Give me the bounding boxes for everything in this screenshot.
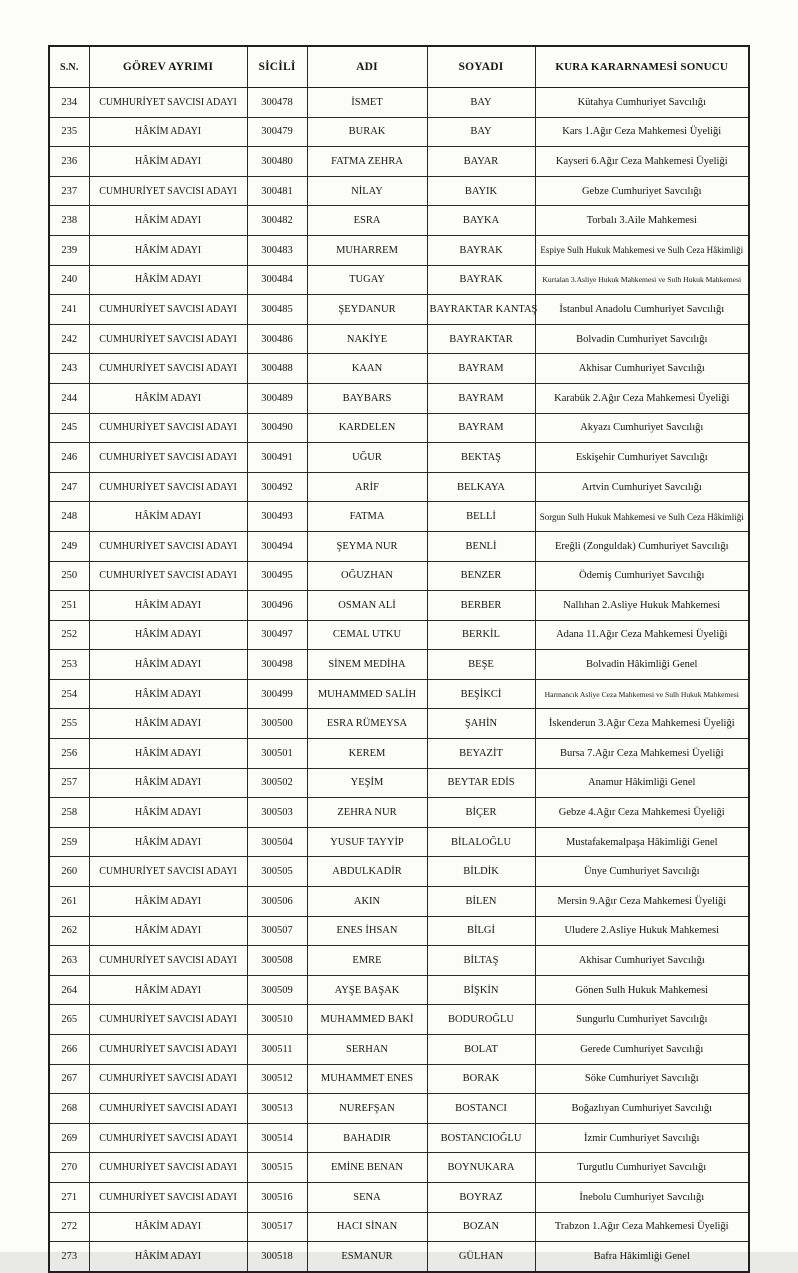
cell-adi: ARİF xyxy=(307,472,427,502)
cell-adi: SENA xyxy=(307,1182,427,1212)
table-row xyxy=(49,887,749,917)
table-row xyxy=(49,975,749,1005)
cell-kura-sonucu: Gebze 4.Ağır Ceza Mahkemesi Üyeliği xyxy=(535,798,749,828)
table-row xyxy=(49,1035,749,1065)
cell-sicil: 300512 xyxy=(247,1064,307,1094)
cell-gorev-ayrimi: HÂKİM ADAYI xyxy=(89,620,247,650)
cell-gorev-ayrimi: CUMHURİYET SAVCISI ADAYI xyxy=(89,946,247,976)
cell-sicil: 300483 xyxy=(247,235,307,265)
cell-sicil: 300513 xyxy=(247,1094,307,1124)
cell-gorev-ayrimi: CUMHURİYET SAVCISI ADAYI xyxy=(89,443,247,473)
cell-soyadi: BAYAR xyxy=(427,147,535,177)
cell-soyadi: BEKTAŞ xyxy=(427,443,535,473)
cell-sicil: 300514 xyxy=(247,1123,307,1153)
cell-adi: ŞEYDANUR xyxy=(307,295,427,325)
table-row xyxy=(49,413,749,443)
cell-adi: SİNEM MEDİHA xyxy=(307,650,427,680)
cell-kura-sonucu: İskenderun 3.Ağır Ceza Mahkemesi Üyeliği xyxy=(535,709,749,739)
cell-sn: 258 xyxy=(49,798,89,828)
cell-sn: 270 xyxy=(49,1153,89,1183)
table-row xyxy=(49,1064,749,1094)
cell-sn: 265 xyxy=(49,1005,89,1035)
cell-kura-sonucu: Harmancık Asliye Ceza Mahkemesi ve Sulh Hukuk Mahkemesi xyxy=(535,679,749,709)
table-row xyxy=(49,206,749,236)
table-row xyxy=(49,561,749,591)
cell-gorev-ayrimi: HÂKİM ADAYI xyxy=(89,235,247,265)
cell-sn: 246 xyxy=(49,443,89,473)
cell-kura-sonucu: Artvin Cumhuriyet Savcılığı xyxy=(535,472,749,502)
cell-gorev-ayrimi: HÂKİM ADAYI xyxy=(89,502,247,532)
cell-kura-sonucu: İnebolu Cumhuriyet Savcılığı xyxy=(535,1182,749,1212)
table-row xyxy=(49,147,749,177)
cell-sicil: 300508 xyxy=(247,946,307,976)
table-row xyxy=(49,383,749,413)
cell-adi: NUREFŞAN xyxy=(307,1094,427,1124)
cell-kura-sonucu: Boğazlıyan Cumhuriyet Savcılığı xyxy=(535,1094,749,1124)
cell-gorev-ayrimi: CUMHURİYET SAVCISI ADAYI xyxy=(89,354,247,384)
cell-kura-sonucu: Ödemiş Cumhuriyet Savcılığı xyxy=(535,561,749,591)
cell-adi: MUHARREM xyxy=(307,235,427,265)
cell-adi: YEŞİM xyxy=(307,768,427,798)
cell-gorev-ayrimi: CUMHURİYET SAVCISI ADAYI xyxy=(89,472,247,502)
table-row xyxy=(49,1153,749,1183)
cell-adi: OSMAN ALİ xyxy=(307,591,427,621)
cell-kura-sonucu: Kars 1.Ağır Ceza Mahkemesi Üyeliği xyxy=(535,117,749,147)
cell-gorev-ayrimi: HÂKİM ADAYI xyxy=(89,679,247,709)
cell-kura-sonucu: Gebze Cumhuriyet Savcılığı xyxy=(535,176,749,206)
column-header-sicil: SİCİLİ xyxy=(247,46,307,88)
cell-gorev-ayrimi: HÂKİM ADAYI xyxy=(89,1212,247,1242)
cell-gorev-ayrimi: CUMHURİYET SAVCISI ADAYI xyxy=(89,857,247,887)
cell-kura-sonucu: Kayseri 6.Ağır Ceza Mahkemesi Üyeliği xyxy=(535,147,749,177)
cell-soyadi: BODUROĞLU xyxy=(427,1005,535,1035)
cell-sn: 263 xyxy=(49,946,89,976)
cell-gorev-ayrimi: CUMHURİYET SAVCISI ADAYI xyxy=(89,531,247,561)
cell-sn: 250 xyxy=(49,561,89,591)
cell-sn: 237 xyxy=(49,176,89,206)
cell-sn: 260 xyxy=(49,857,89,887)
cell-kura-sonucu: Sungurlu Cumhuriyet Savcılığı xyxy=(535,1005,749,1035)
cell-soyadi: BERBER xyxy=(427,591,535,621)
cell-soyadi: BAYRAK xyxy=(427,235,535,265)
cell-adi: İSMET xyxy=(307,88,427,118)
cell-adi: KEREM xyxy=(307,739,427,769)
cell-sn: 266 xyxy=(49,1035,89,1065)
cell-gorev-ayrimi: HÂKİM ADAYI xyxy=(89,709,247,739)
cell-sicil: 300495 xyxy=(247,561,307,591)
cell-sicil: 300479 xyxy=(247,117,307,147)
column-header-adi: ADI xyxy=(307,46,427,88)
cell-gorev-ayrimi: CUMHURİYET SAVCISI ADAYI xyxy=(89,1005,247,1035)
cell-soyadi: BAYKA xyxy=(427,206,535,236)
cell-sn: 248 xyxy=(49,502,89,532)
cell-sicil: 300482 xyxy=(247,206,307,236)
cell-sicil: 300516 xyxy=(247,1182,307,1212)
cell-sn: 239 xyxy=(49,235,89,265)
cell-kura-sonucu: Ünye Cumhuriyet Savcılığı xyxy=(535,857,749,887)
cell-gorev-ayrimi: HÂKİM ADAYI xyxy=(89,206,247,236)
cell-soyadi: BAYIK xyxy=(427,176,535,206)
cell-adi: ŞEYMA NUR xyxy=(307,531,427,561)
cell-sn: 244 xyxy=(49,383,89,413)
cell-kura-sonucu: Bolvadin Hâkimliği Genel xyxy=(535,650,749,680)
cell-soyadi: BENZER xyxy=(427,561,535,591)
cell-gorev-ayrimi: CUMHURİYET SAVCISI ADAYI xyxy=(89,413,247,443)
table-body xyxy=(49,88,749,1272)
cell-kura-sonucu: İstanbul Anadolu Cumhuriyet Savcılığı xyxy=(535,295,749,325)
cell-adi: ABDULKADİR xyxy=(307,857,427,887)
table-row xyxy=(49,235,749,265)
cell-kura-sonucu: Trabzon 1.Ağır Ceza Mahkemesi Üyeliği xyxy=(535,1212,749,1242)
cell-sn: 269 xyxy=(49,1123,89,1153)
cell-soyadi: BEYAZİT xyxy=(427,739,535,769)
cell-adi: EMRE xyxy=(307,946,427,976)
cell-sn: 272 xyxy=(49,1212,89,1242)
cell-gorev-ayrimi: CUMHURİYET SAVCISI ADAYI xyxy=(89,176,247,206)
cell-kura-sonucu: Akhisar Cumhuriyet Savcılığı xyxy=(535,946,749,976)
cell-soyadi: BAYRAKTAR KANTAŞ xyxy=(427,295,535,325)
cell-gorev-ayrimi: CUMHURİYET SAVCISI ADAYI xyxy=(89,1094,247,1124)
cell-soyadi: BİLALOĞLU xyxy=(427,827,535,857)
cell-sicil: 300496 xyxy=(247,591,307,621)
cell-gorev-ayrimi: HÂKİM ADAYI xyxy=(89,147,247,177)
table-row xyxy=(49,1005,749,1035)
table-row xyxy=(49,176,749,206)
cell-gorev-ayrimi: CUMHURİYET SAVCISI ADAYI xyxy=(89,1153,247,1183)
cell-soyadi: BAY xyxy=(427,88,535,118)
cell-soyadi: BELLİ xyxy=(427,502,535,532)
table-row xyxy=(49,798,749,828)
cell-sn: 243 xyxy=(49,354,89,384)
cell-adi: UĞUR xyxy=(307,443,427,473)
cell-gorev-ayrimi: CUMHURİYET SAVCISI ADAYI xyxy=(89,1035,247,1065)
cell-kura-sonucu: Mustafakemalpaşa Hâkimliği Genel xyxy=(535,827,749,857)
cell-sn: 254 xyxy=(49,679,89,709)
cell-sicil: 300510 xyxy=(247,1005,307,1035)
column-header-gorev: GÖREV AYRIMI xyxy=(89,46,247,88)
cell-soyadi: BEŞE xyxy=(427,650,535,680)
cell-gorev-ayrimi: CUMHURİYET SAVCISI ADAYI xyxy=(89,88,247,118)
cell-gorev-ayrimi: CUMHURİYET SAVCISI ADAYI xyxy=(89,324,247,354)
cell-soyadi: BENLİ xyxy=(427,531,535,561)
cell-adi: MUHAMMET ENES xyxy=(307,1064,427,1094)
cell-sn: 253 xyxy=(49,650,89,680)
cell-sicil: 300490 xyxy=(247,413,307,443)
table-row xyxy=(49,88,749,118)
cell-kura-sonucu: Ereğli (Zonguldak) Cumhuriyet Savcılığı xyxy=(535,531,749,561)
cell-sicil: 300492 xyxy=(247,472,307,502)
cell-sicil: 300484 xyxy=(247,265,307,295)
cell-soyadi: BAY xyxy=(427,117,535,147)
cell-adi: ESMANUR xyxy=(307,1242,427,1272)
cell-gorev-ayrimi: HÂKİM ADAYI xyxy=(89,117,247,147)
cell-sn: 256 xyxy=(49,739,89,769)
cell-sn: 262 xyxy=(49,916,89,946)
cell-sicil: 300481 xyxy=(247,176,307,206)
cell-sn: 242 xyxy=(49,324,89,354)
cell-gorev-ayrimi: HÂKİM ADAYI xyxy=(89,650,247,680)
cell-adi: MUHAMMED SALİH xyxy=(307,679,427,709)
cell-sn: 252 xyxy=(49,620,89,650)
cell-sicil: 300486 xyxy=(247,324,307,354)
cell-soyadi: BOSTANCIOĞLU xyxy=(427,1123,535,1153)
table-row xyxy=(49,1212,749,1242)
cell-adi: CEMAL UTKU xyxy=(307,620,427,650)
cell-adi: AKIN xyxy=(307,887,427,917)
table-row xyxy=(49,443,749,473)
table-row xyxy=(49,472,749,502)
cell-kura-sonucu: Gerede Cumhuriyet Savcılığı xyxy=(535,1035,749,1065)
cell-adi: ESRA xyxy=(307,206,427,236)
cell-sicil: 300494 xyxy=(247,531,307,561)
cell-sn: 249 xyxy=(49,531,89,561)
cell-sicil: 300503 xyxy=(247,798,307,828)
table-row xyxy=(49,1242,749,1272)
cell-kura-sonucu: Karabük 2.Ağır Ceza Mahkemesi Üyeliği xyxy=(535,383,749,413)
table-row xyxy=(49,324,749,354)
cell-adi: ENES İHSAN xyxy=(307,916,427,946)
cell-sicil: 300500 xyxy=(247,709,307,739)
cell-adi: AYŞE BAŞAK xyxy=(307,975,427,1005)
cell-sicil: 300488 xyxy=(247,354,307,384)
table-row xyxy=(49,502,749,532)
cell-adi: NAKİYE xyxy=(307,324,427,354)
cell-sn: 234 xyxy=(49,88,89,118)
cell-soyadi: BİLTAŞ xyxy=(427,946,535,976)
table-row xyxy=(49,709,749,739)
cell-kura-sonucu: Nallıhan 2.Asliye Hukuk Mahkemesi xyxy=(535,591,749,621)
cell-soyadi: GÜLHAN xyxy=(427,1242,535,1272)
cell-gorev-ayrimi: CUMHURİYET SAVCISI ADAYI xyxy=(89,1182,247,1212)
cell-adi: EMİNE BENAN xyxy=(307,1153,427,1183)
cell-adi: BAHADIR xyxy=(307,1123,427,1153)
cell-kura-sonucu: Bursa 7.Ağır Ceza Mahkemesi Üyeliği xyxy=(535,739,749,769)
cell-soyadi: BİLDİK xyxy=(427,857,535,887)
cell-soyadi: BİLGİ xyxy=(427,916,535,946)
cell-kura-sonucu: Akyazı Cumhuriyet Savcılığı xyxy=(535,413,749,443)
cell-gorev-ayrimi: HÂKİM ADAYI xyxy=(89,827,247,857)
cell-adi: TUGAY xyxy=(307,265,427,295)
cell-gorev-ayrimi: HÂKİM ADAYI xyxy=(89,591,247,621)
cell-sicil: 300504 xyxy=(247,827,307,857)
cell-adi: OĞUZHAN xyxy=(307,561,427,591)
cell-sicil: 300480 xyxy=(247,147,307,177)
cell-adi: BAYBARS xyxy=(307,383,427,413)
cell-gorev-ayrimi: CUMHURİYET SAVCISI ADAYI xyxy=(89,295,247,325)
table-row xyxy=(49,620,749,650)
cell-adi: HACI SİNAN xyxy=(307,1212,427,1242)
cell-sicil: 300499 xyxy=(247,679,307,709)
cell-soyadi: BOYRAZ xyxy=(427,1182,535,1212)
cell-sicil: 300509 xyxy=(247,975,307,1005)
cell-sicil: 300511 xyxy=(247,1035,307,1065)
cell-soyadi: BAYRAM xyxy=(427,354,535,384)
cell-gorev-ayrimi: HÂKİM ADAYI xyxy=(89,887,247,917)
cell-sn: 267 xyxy=(49,1064,89,1094)
cell-sicil: 300501 xyxy=(247,739,307,769)
cell-soyadi: ŞAHİN xyxy=(427,709,535,739)
cell-adi: MUHAMMED BAKİ xyxy=(307,1005,427,1035)
cell-sicil: 300515 xyxy=(247,1153,307,1183)
cell-sicil: 300497 xyxy=(247,620,307,650)
cell-soyadi: BAYRAM xyxy=(427,413,535,443)
cell-kura-sonucu: Gönen Sulh Hukuk Mahkemesi xyxy=(535,975,749,1005)
table-header-row xyxy=(49,46,749,88)
cell-sn: 241 xyxy=(49,295,89,325)
cell-kura-sonucu: Adana 11.Ağır Ceza Mahkemesi Üyeliği xyxy=(535,620,749,650)
cell-sn: 271 xyxy=(49,1182,89,1212)
cell-sn: 240 xyxy=(49,265,89,295)
cell-sicil: 300478 xyxy=(247,88,307,118)
cell-sn: 261 xyxy=(49,887,89,917)
cell-sn: 264 xyxy=(49,975,89,1005)
cell-adi: FATMA xyxy=(307,502,427,532)
cell-kura-sonucu: Kütahya Cumhuriyet Savcılığı xyxy=(535,88,749,118)
cell-soyadi: BOYNUKARA xyxy=(427,1153,535,1183)
cell-sicil: 300485 xyxy=(247,295,307,325)
cell-kura-sonucu: İzmir Cumhuriyet Savcılığı xyxy=(535,1123,749,1153)
table-row xyxy=(49,916,749,946)
cell-gorev-ayrimi: HÂKİM ADAYI xyxy=(89,739,247,769)
cell-sn: 236 xyxy=(49,147,89,177)
table-row xyxy=(49,768,749,798)
table-row xyxy=(49,857,749,887)
cell-gorev-ayrimi: HÂKİM ADAYI xyxy=(89,265,247,295)
column-header-kura-sonucu: KURA KARARNAMESİ SONUCU xyxy=(535,46,749,88)
cell-soyadi: BAYRAM xyxy=(427,383,535,413)
cell-adi: KAAN xyxy=(307,354,427,384)
cell-sicil: 300502 xyxy=(247,768,307,798)
cell-sn: 235 xyxy=(49,117,89,147)
table-row xyxy=(49,295,749,325)
cell-sn: 255 xyxy=(49,709,89,739)
cell-adi: NİLAY xyxy=(307,176,427,206)
cell-gorev-ayrimi: HÂKİM ADAYI xyxy=(89,1242,247,1272)
cell-kura-sonucu: Turgutlu Cumhuriyet Savcılığı xyxy=(535,1153,749,1183)
table-row xyxy=(49,1094,749,1124)
table-row xyxy=(49,591,749,621)
cell-gorev-ayrimi: HÂKİM ADAYI xyxy=(89,768,247,798)
cell-soyadi: BİŞKİN xyxy=(427,975,535,1005)
cell-adi: YUSUF TAYYİP xyxy=(307,827,427,857)
cell-sn: 268 xyxy=(49,1094,89,1124)
table-row xyxy=(49,1123,749,1153)
cell-kura-sonucu: Torbalı 3.Aile Mahkemesi xyxy=(535,206,749,236)
table-row xyxy=(49,531,749,561)
cell-sicil: 300505 xyxy=(247,857,307,887)
cell-gorev-ayrimi: HÂKİM ADAYI xyxy=(89,383,247,413)
cell-soyadi: BEŞİKCİ xyxy=(427,679,535,709)
cell-kura-sonucu: Mersin 9.Ağır Ceza Mahkemesi Üyeliği xyxy=(535,887,749,917)
cell-adi: BURAK xyxy=(307,117,427,147)
cell-adi: FATMA ZEHRA xyxy=(307,147,427,177)
cell-soyadi: BOZAN xyxy=(427,1212,535,1242)
cell-kura-sonucu: Söke Cumhuriyet Savcılığı xyxy=(535,1064,749,1094)
table-row xyxy=(49,739,749,769)
cell-kura-sonucu: Espiye Sulh Hukuk Mahkemesi ve Sulh Ceza Hâkimliği xyxy=(535,235,749,265)
cell-sn: 247 xyxy=(49,472,89,502)
cell-soyadi: BELKAYA xyxy=(427,472,535,502)
cell-kura-sonucu: Bolvadin Cumhuriyet Savcılığı xyxy=(535,324,749,354)
table-row xyxy=(49,650,749,680)
cell-kura-sonucu: Kurtalan 3.Asliye Hukuk Mahkemesi ve Sulh Hukuk Mahkemesi xyxy=(535,265,749,295)
cell-kura-sonucu: Akhisar Cumhuriyet Savcılığı xyxy=(535,354,749,384)
cell-gorev-ayrimi: HÂKİM ADAYI xyxy=(89,975,247,1005)
cell-sicil: 300518 xyxy=(247,1242,307,1272)
cell-sn: 251 xyxy=(49,591,89,621)
cell-kura-sonucu: Eskişehir Cumhuriyet Savcılığı xyxy=(535,443,749,473)
cell-sn: 259 xyxy=(49,827,89,857)
cell-soyadi: BEYTAR EDİS xyxy=(427,768,535,798)
column-header-soyadi: SOYADI xyxy=(427,46,535,88)
cell-adi: ESRA RÜMEYSA xyxy=(307,709,427,739)
cell-sn: 238 xyxy=(49,206,89,236)
table-row xyxy=(49,946,749,976)
column-header-sn: S.N. xyxy=(49,46,89,88)
cell-sicil: 300517 xyxy=(247,1212,307,1242)
cell-soyadi: BERKİL xyxy=(427,620,535,650)
cell-sn: 273 xyxy=(49,1242,89,1272)
cell-gorev-ayrimi: HÂKİM ADAYI xyxy=(89,916,247,946)
cell-gorev-ayrimi: CUMHURİYET SAVCISI ADAYI xyxy=(89,1123,247,1153)
table-row xyxy=(49,679,749,709)
cell-sicil: 300506 xyxy=(247,887,307,917)
cell-gorev-ayrimi: CUMHURİYET SAVCISI ADAYI xyxy=(89,561,247,591)
cell-sn: 257 xyxy=(49,768,89,798)
cell-soyadi: BORAK xyxy=(427,1064,535,1094)
kura-results-table xyxy=(48,45,750,1273)
cell-kura-sonucu: Sorgun Sulh Hukuk Mahkemesi ve Sulh Ceza Hâkimliği xyxy=(535,502,749,532)
cell-sn: 245 xyxy=(49,413,89,443)
cell-gorev-ayrimi: CUMHURİYET SAVCISI ADAYI xyxy=(89,1064,247,1094)
cell-kura-sonucu: Bafra Hâkimliği Genel xyxy=(535,1242,749,1272)
table-row xyxy=(49,827,749,857)
cell-soyadi: BİÇER xyxy=(427,798,535,828)
cell-soyadi: BAYRAK xyxy=(427,265,535,295)
table-row xyxy=(49,1182,749,1212)
cell-kura-sonucu: Anamur Hâkimliği Genel xyxy=(535,768,749,798)
cell-soyadi: BOLAT xyxy=(427,1035,535,1065)
cell-soyadi: BİLEN xyxy=(427,887,535,917)
cell-sicil: 300491 xyxy=(247,443,307,473)
cell-adi: SERHAN xyxy=(307,1035,427,1065)
cell-adi: ZEHRA NUR xyxy=(307,798,427,828)
table-row xyxy=(49,354,749,384)
cell-sicil: 300507 xyxy=(247,916,307,946)
cell-soyadi: BOSTANCI xyxy=(427,1094,535,1124)
cell-sicil: 300489 xyxy=(247,383,307,413)
cell-sicil: 300498 xyxy=(247,650,307,680)
table-row xyxy=(49,117,749,147)
cell-adi: KARDELEN xyxy=(307,413,427,443)
table-row xyxy=(49,265,749,295)
cell-sicil: 300493 xyxy=(247,502,307,532)
cell-kura-sonucu: Uludere 2.Asliye Hukuk Mahkemesi xyxy=(535,916,749,946)
cell-gorev-ayrimi: HÂKİM ADAYI xyxy=(89,798,247,828)
cell-soyadi: BAYRAKTAR xyxy=(427,324,535,354)
